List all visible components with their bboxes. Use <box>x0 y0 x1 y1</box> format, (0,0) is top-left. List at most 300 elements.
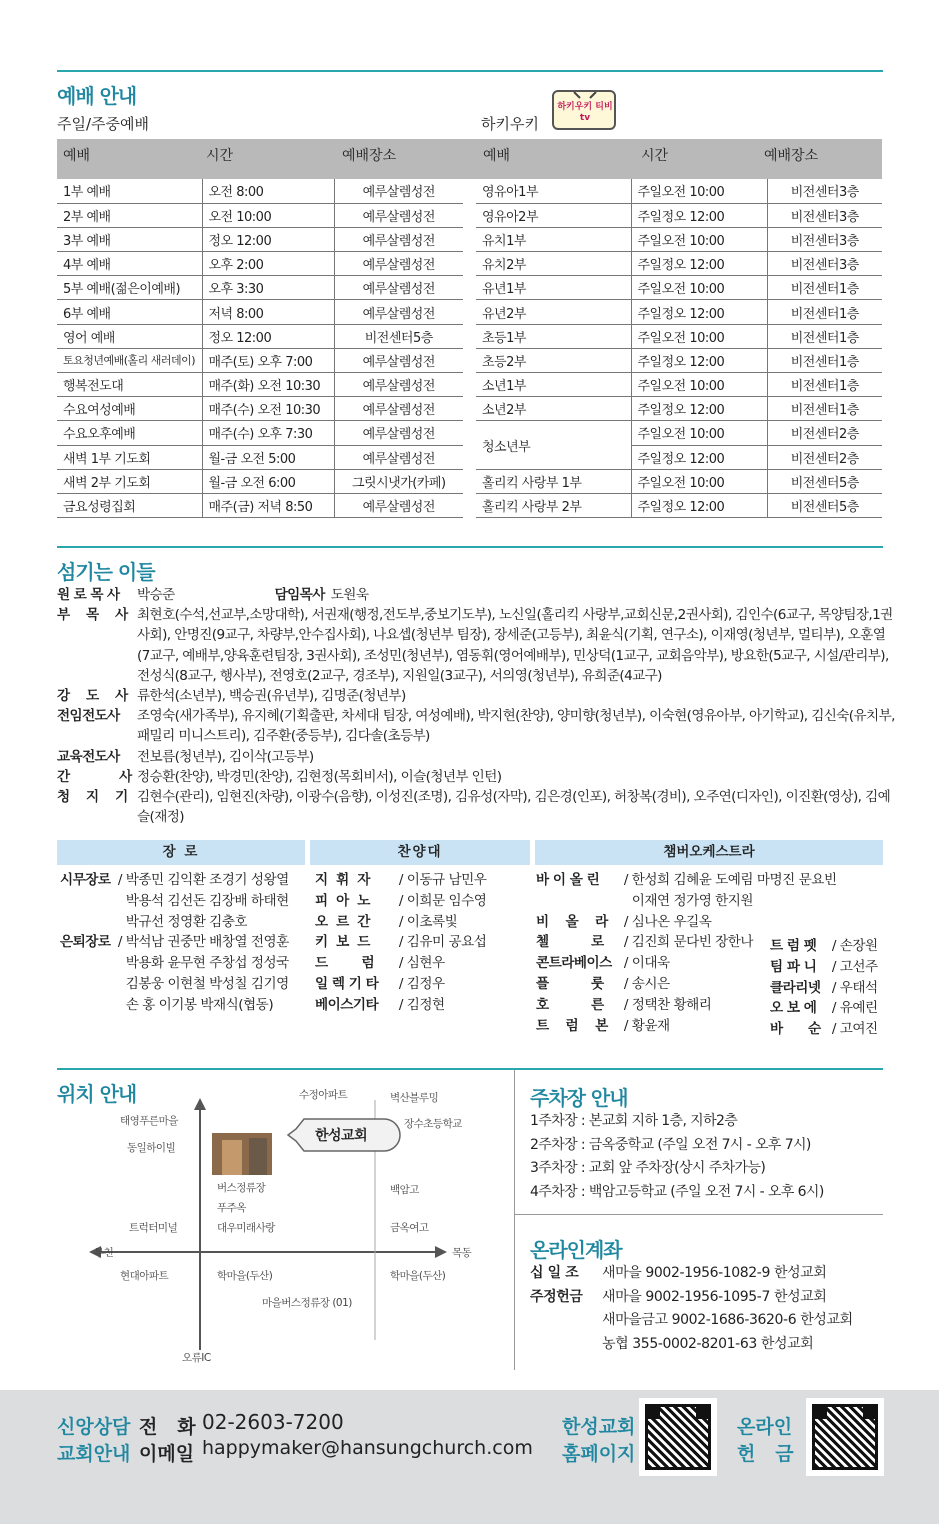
service-time: 주일오전 10:00 <box>631 227 767 251</box>
service-place: 비전센터2층 <box>767 445 882 469</box>
service-place: 비전센터3층 <box>767 227 882 251</box>
service-time: 매주(수) 오전 10:30 <box>202 397 334 421</box>
service-name: 1부 예배 <box>57 179 202 203</box>
worship-table-left <box>57 179 463 518</box>
brass-list <box>770 936 878 1040</box>
servants-divider <box>57 546 883 548</box>
consult-label-2: 교회안내 <box>57 1443 131 1465</box>
account-row <box>530 1286 853 1310</box>
service-time: 주일오전 10:00 <box>631 421 767 445</box>
service-time: 월-금 오전 6:00 <box>202 469 334 493</box>
phone-label: 전 화 <box>139 1416 196 1438</box>
member-names: 김정현 <box>406 996 445 1013</box>
service-place: 예루살렘성전 <box>334 252 463 276</box>
header-worship-left: 예배 <box>63 148 91 164</box>
worship-row <box>57 421 463 445</box>
service-place: 예루살렘성전 <box>334 276 463 300</box>
service-time: 주일정오 12:00 <box>631 348 767 372</box>
service-place: 예루살렘성전 <box>334 348 463 372</box>
service-time: 매주(토) 오후 7:00 <box>202 348 334 372</box>
senior-pastor-role: 담임목사 <box>274 587 325 603</box>
service-time: 주일정오 12:00 <box>631 300 767 324</box>
service-name: 6부 예배 <box>57 300 202 324</box>
member-names: 정택찬 황해리 <box>631 996 712 1013</box>
service-name: 초등2부 <box>476 348 631 372</box>
hyundai-label: 현대아파트 <box>120 1270 169 1282</box>
member-row <box>536 870 837 891</box>
worship-row <box>476 324 882 348</box>
worship-row <box>476 373 882 397</box>
minister-names-text: 정승환(찬양), 박경민(찬양), 김현정(목회비서), 이슬(청년부 인턴) <box>137 768 502 785</box>
member-row <box>315 891 486 912</box>
member-row <box>60 932 289 953</box>
worship-row <box>57 397 463 421</box>
member-names: 황윤재 <box>631 1017 670 1034</box>
email-label: 이메일 <box>139 1443 195 1465</box>
service-time: 주일오전 10:00 <box>631 373 767 397</box>
worship-row <box>57 445 463 469</box>
hakmaeul-left-label: 학마을(두산) <box>217 1270 273 1282</box>
service-name: 소년1부 <box>476 373 631 397</box>
member-names: 심나온 우길옥 <box>631 913 712 930</box>
service-place: 비전센터2층 <box>767 421 882 445</box>
worship-row <box>57 348 463 372</box>
service-time: 저녁 8:00 <box>202 300 334 324</box>
member-names: 이희문 임수영 <box>406 892 487 909</box>
service-name: 수요여성예배 <box>57 397 202 421</box>
slash: / <box>620 872 632 888</box>
member-role: 피 아 노 <box>315 892 370 909</box>
service-time: 주일오전 10:00 <box>631 276 767 300</box>
account-list <box>530 1262 853 1356</box>
service-place: 예루살렘성전 <box>334 203 463 227</box>
header-worship-right: 예배 <box>483 148 511 164</box>
member-names: 우태석 <box>839 979 878 996</box>
member-names: 박석남 권중만 배창열 전영훈 <box>125 934 289 951</box>
member-names: 고여진 <box>839 1021 878 1038</box>
pujuok-label: 푸주옥 <box>217 1202 246 1214</box>
service-name: 청소년부 <box>476 421 631 469</box>
member-role: 오 보 에 <box>770 1000 817 1017</box>
service-place: 비전센터1층 <box>767 373 882 397</box>
member-row <box>536 891 837 912</box>
service-time: 주일정오 12:00 <box>631 252 767 276</box>
member-names: 이재연 정가영 한지원 <box>631 892 754 909</box>
location-title: 위치 안내 <box>57 1082 137 1106</box>
email-address[interactable]: happymaker@hansungchurch.com <box>202 1437 533 1459</box>
slash: / <box>620 996 632 1013</box>
minister-names-text: 김현수(관리), 임현진(차량), 이광수(음향), 이성진(조명), 김유성(자막), 김은경(인포), 허창복(경비), 오주연(디자인), 이진환(영상), 김예슬(재정) <box>137 789 891 826</box>
dongil-label: 동일하이빌 <box>127 1142 176 1154</box>
minister-role: 부 목 사 <box>57 607 128 624</box>
minister-row <box>57 706 897 746</box>
service-time: 월-금 오전 5:00 <box>202 445 334 469</box>
minister-names <box>137 787 897 827</box>
account-row <box>530 1309 853 1333</box>
member-role: 지 휘 자 <box>315 872 370 888</box>
member-role: 비 올 라 <box>536 913 608 930</box>
worship-row <box>476 469 882 493</box>
service-name: 영유아2부 <box>476 203 631 227</box>
member-role: 클라리넷 <box>770 979 821 996</box>
member-role: 일 렉 기 타 <box>315 975 379 992</box>
worship-row <box>476 348 882 372</box>
worship-right-subtitle: 하키우키 <box>481 115 539 133</box>
service-time: 주일오전 10:00 <box>631 179 767 203</box>
parking-list <box>530 1110 824 1204</box>
worship-row <box>57 300 463 324</box>
offering-label-2: 헌 금 <box>737 1443 794 1465</box>
slash: / <box>395 955 407 972</box>
bus-stop-label: 버스정류장 <box>217 1182 266 1194</box>
member-names: 송시은 <box>631 975 670 992</box>
daewoo-label: 대우미래사랑 <box>217 1222 275 1234</box>
minister-names-text: 박승준 <box>137 587 175 603</box>
service-time: 오전 8:00 <box>202 179 334 203</box>
service-place: 비전센터3층 <box>767 252 882 276</box>
service-name: 행복전도대 <box>57 373 202 397</box>
member-role: 트 럼 본 <box>536 1017 608 1034</box>
member-role: 트 럼 펫 <box>770 938 817 954</box>
slash: / <box>828 1021 840 1038</box>
service-place: 비전센터1층 <box>767 397 882 421</box>
service-time: 주일정오 12:00 <box>631 445 767 469</box>
member-names: 김봉웅 이현철 박성칠 김기영 <box>125 975 289 992</box>
minister-names-text: 최현호(수석,선교부,소망대학), 서권재(행정,전도부,중보기도부), 노신일(홀리킥 사랑부,교회신문,2권사회), 김인수(6교구, 목양팀장,1권사회), 안명진(9교구, 차량부,안수집사회), 나요셉(청년부 팀장), 장세준(고등부), 최윤식(기획, 연구소), 이재영(청년부, 멀티부), 오훈열(7교구, 예배부,양육훈련팀장, 3권사회), 조성민(청년부), 염동휘(영어예배부), 민상덕(1교구, 교회음악부), 방요한(5교구, 시설/관리부), 전성식(8교구, 행사부), 전영호(2교구, 경조부), 지원일(3교구), 서의영(청년부), 유희준(4교구) <box>137 607 893 684</box>
service-place: 비전센터3층 <box>767 203 882 227</box>
member-row <box>315 932 486 953</box>
member-names: 박용화 윤무현 주창섭 정성국 <box>125 955 289 972</box>
member-names: 한성희 김혜윤 도예림 마명진 문요빈 <box>631 872 837 888</box>
minister-names <box>137 686 897 706</box>
service-place: 예루살렘성전 <box>334 373 463 397</box>
service-time: 매주(화) 오전 10:30 <box>202 373 334 397</box>
service-place: 예루살렘성전 <box>334 300 463 324</box>
parking-item: 1주차장 : 본교회 지하 1층, 지하2층 <box>530 1113 738 1129</box>
minister-row <box>57 605 897 686</box>
service-time: 주일정오 12:00 <box>631 493 767 517</box>
account-row <box>530 1333 853 1357</box>
slash: / <box>620 955 632 972</box>
parking-divider <box>515 1214 883 1215</box>
minister-names <box>137 706 897 746</box>
slash: / <box>114 934 126 951</box>
choir-bar: 찬양대 <box>310 840 530 865</box>
service-place: 예루살렘성전 <box>334 493 463 517</box>
worship-row <box>57 252 463 276</box>
account-number[interactable]: 농협 355-0002-8201-63 한성교회 <box>602 1335 814 1352</box>
minister-names <box>137 605 897 686</box>
member-role: 시무장로 <box>60 872 111 888</box>
offering-qr-code[interactable] <box>806 1398 884 1476</box>
senior-pastor-name: 도원욱 <box>330 587 369 603</box>
account-row <box>530 1262 853 1286</box>
account-number[interactable]: 새마을 9002-1956-1095-7 한성교회 <box>602 1288 827 1305</box>
service-name: 소년2부 <box>476 397 631 421</box>
mokdong-label: 목동 <box>452 1247 472 1259</box>
worship-row <box>57 276 463 300</box>
service-time: 오후 2:00 <box>202 252 334 276</box>
logo-text: 하키우키 티비 tv <box>557 102 613 123</box>
minister-role: 간 사 <box>57 768 132 785</box>
parking-title: 주차장 안내 <box>530 1086 628 1110</box>
minister-role: 청 지 기 <box>57 789 128 806</box>
parking-item: 3주차장 : 교회 앞 주차장(상시 주차가능) <box>530 1160 766 1176</box>
minister-names <box>137 767 897 787</box>
worship-title: 예배 안내 <box>57 84 137 108</box>
member-names: 유예린 <box>839 1000 878 1017</box>
bucheon-label: 부천 <box>94 1247 114 1259</box>
sujeong-apt-label: 수정아파트 <box>299 1089 348 1101</box>
elders-list <box>60 870 289 1016</box>
worship-row <box>476 421 882 445</box>
minister-row <box>57 767 897 787</box>
service-name: 유치1부 <box>476 227 631 251</box>
account-label: 십 일 조 <box>530 1265 579 1281</box>
service-place: 비전센터1층 <box>767 276 882 300</box>
service-place: 예루살렘성전 <box>334 227 463 251</box>
worship-row <box>57 227 463 251</box>
service-name: 영유아1부 <box>476 179 631 203</box>
member-names: 김유미 공요섭 <box>406 934 487 951</box>
service-place: 예루살렘성전 <box>334 445 463 469</box>
worship-row <box>476 179 882 203</box>
service-time: 정오 12:00 <box>202 324 334 348</box>
homepage-label-2: 홈페이지 <box>562 1443 636 1465</box>
minister-names <box>137 747 897 767</box>
parking-item: 4주차장 : 백암고등학교 (주일 오전 7시 - 오후 6시) <box>530 1183 824 1200</box>
minister-role: 원 로 목 사 <box>57 587 120 603</box>
worship-row <box>57 493 463 517</box>
minister-row <box>57 747 897 767</box>
orchestra-bar: 챔버오케스트라 <box>535 840 883 865</box>
village-bus-label: 마을버스정류장 (01) <box>262 1297 352 1309</box>
member-names: 손 홍 이기봉 박재식(협동) <box>125 996 274 1013</box>
online-account-title: 온라인계좌 <box>530 1238 622 1262</box>
service-place: 비전센터1층 <box>767 300 882 324</box>
member-row <box>315 953 486 974</box>
service-name: 수요오후예배 <box>57 421 202 445</box>
worship-table-header <box>57 139 882 179</box>
service-place: 비전센터5층 <box>767 493 882 517</box>
service-name: 새벽 2부 기도회 <box>57 469 202 493</box>
slash: / <box>395 975 407 992</box>
offering-label-1: 온라인 <box>737 1416 793 1438</box>
footer <box>0 1390 939 1524</box>
slash: / <box>828 958 840 975</box>
member-role: 베이스기타 <box>315 996 379 1013</box>
member-role: 바 순 <box>770 1021 821 1038</box>
service-name: 5부 예배(젊은이예배) <box>57 276 202 300</box>
minister-names <box>137 585 897 605</box>
service-time: 주일오전 10:00 <box>631 324 767 348</box>
service-place: 비전센터5층 <box>767 469 882 493</box>
service-time: 오후 3:30 <box>202 276 334 300</box>
service-time: 매주(금) 저녁 8:50 <box>202 493 334 517</box>
header-place-right: 예배장소 <box>764 148 819 164</box>
minister-names-text: 조영숙(새가족부), 유지혜(기획출판, 차세대 팀장, 여성예배), 박지현(찬양), 양미향(청년부), 이숙현(영유아부, 아기학교), 김신숙(유치부, 패밀리 미니스트리), 김주환(중등부), 김다솔(초등부) <box>137 708 895 745</box>
minister-row <box>57 787 897 827</box>
account-number[interactable]: 새마을금고 9002-1686-3620-6 한성교회 <box>602 1312 853 1328</box>
phone-number[interactable]: 02-2603-7200 <box>202 1410 344 1434</box>
minister-row <box>57 585 897 605</box>
account-number[interactable]: 새마을 9002-1956-1082-9 한성교회 <box>602 1265 827 1281</box>
service-name: 2부 예배 <box>57 203 202 227</box>
oryu-ic-label: 오류IC <box>182 1352 211 1364</box>
service-name: 홀리킥 사랑부 1부 <box>476 469 631 493</box>
homepage-label-1: 한성교회 <box>562 1416 636 1438</box>
minister-role: 전임전도사 <box>57 708 120 725</box>
worship-row <box>476 300 882 324</box>
worship-row <box>476 276 882 300</box>
worship-row <box>57 324 463 348</box>
member-names: 박종민 김익환 조경기 성왕열 <box>125 872 289 888</box>
taeyoung-label: 태영푸른마을 <box>120 1115 178 1127</box>
member-role: 키 보 드 <box>315 934 370 951</box>
geumok-label: 금옥여고 <box>390 1222 429 1234</box>
minister-role: 강 도 사 <box>57 688 128 705</box>
service-name: 4부 예배 <box>57 252 202 276</box>
member-row <box>315 974 486 995</box>
member-names: 고선주 <box>839 958 878 975</box>
service-name: 3부 예배 <box>57 227 202 251</box>
minister-role: 교육전도사 <box>57 748 120 765</box>
member-row <box>770 998 878 1019</box>
slash: / <box>395 996 407 1013</box>
minister-row <box>57 686 897 706</box>
service-name: 홀리킥 사랑부 2부 <box>476 493 631 517</box>
minister-names-text: 전보름(청년부), 김이삭(고등부) <box>137 748 314 765</box>
member-row <box>770 957 878 978</box>
worship-row <box>476 252 882 276</box>
service-time: 매주(수) 오후 7:30 <box>202 421 334 445</box>
header-time-left: 시간 <box>206 148 234 164</box>
member-row <box>770 978 878 999</box>
member-names: 김진희 문다빈 장한나 <box>631 934 754 951</box>
service-time: 주일오전 10:00 <box>631 469 767 493</box>
service-time: 정오 12:00 <box>202 227 334 251</box>
member-row <box>60 891 289 912</box>
member-role: 바 이 올 린 <box>536 872 600 888</box>
member-names: 심현우 <box>406 955 445 972</box>
member-row <box>536 912 837 933</box>
service-place: 예루살렘성전 <box>334 179 463 203</box>
member-names: 박용석 김선돈 김장배 하태현 <box>125 892 289 909</box>
location-map <box>57 1070 487 1370</box>
header-place-left: 예배장소 <box>342 148 397 164</box>
member-row <box>770 1019 878 1040</box>
jangsu-label: 장수초등학교 <box>404 1118 462 1130</box>
slash: / <box>620 913 632 930</box>
account-label: 주정헌금 <box>530 1288 583 1305</box>
member-role: 호 른 <box>536 996 604 1013</box>
worship-row <box>476 203 882 227</box>
service-name: 영어 예배 <box>57 324 202 348</box>
worship-row <box>476 493 882 517</box>
parking-item: 2주차장 : 금옥중학교 (주일 오전 7시 - 오후 7시) <box>530 1136 811 1153</box>
slash: / <box>620 975 632 992</box>
slash: / <box>620 1017 632 1034</box>
ministers-list <box>57 585 897 827</box>
member-row <box>770 936 878 957</box>
member-row <box>315 995 486 1016</box>
homepage-qr-code[interactable] <box>639 1398 717 1476</box>
slash: / <box>395 913 407 930</box>
worship-row <box>57 469 463 493</box>
slash: / <box>620 934 632 951</box>
consult-label-1: 신앙상담 <box>57 1416 131 1438</box>
service-place: 비전센터5층 <box>334 324 463 348</box>
servants-title: 섬기는 이들 <box>57 560 155 584</box>
worship-row <box>57 373 463 397</box>
service-time: 오전 10:00 <box>202 203 334 227</box>
member-row <box>60 870 289 891</box>
member-names: 이대욱 <box>631 955 670 972</box>
worship-row <box>57 203 463 227</box>
member-names: 이초록빛 <box>406 913 458 930</box>
member-row <box>60 974 289 995</box>
slash: / <box>828 1000 840 1017</box>
slash: / <box>828 938 840 954</box>
top-divider <box>57 70 883 72</box>
service-place: 비전센터3층 <box>767 179 882 203</box>
header-time-right: 시간 <box>641 148 669 164</box>
elders-bar: 장 로 <box>57 840 305 865</box>
service-name: 금요성령집회 <box>57 493 202 517</box>
member-names: 이동규 남민우 <box>406 872 487 888</box>
member-role: 팀 파 니 <box>770 958 817 975</box>
service-place: 예루살렘성전 <box>334 397 463 421</box>
baekam-label: 백암고 <box>390 1184 419 1196</box>
member-role: 은퇴장로 <box>60 934 111 951</box>
member-role: 플 룻 <box>536 975 604 992</box>
worship-left-subtitle: 주일/주중예배 <box>57 115 149 133</box>
service-name: 유년1부 <box>476 276 631 300</box>
member-role: 콘트라베이스 <box>536 955 612 972</box>
service-place: 그릿시냇가(카페) <box>334 469 463 493</box>
slash: / <box>114 872 126 888</box>
member-row <box>60 912 289 933</box>
truck-label: 트럭터미널 <box>129 1222 178 1234</box>
service-name: 유년2부 <box>476 300 631 324</box>
member-role: 오 르 간 <box>315 913 370 930</box>
hakiuki-tv-logo <box>552 90 616 130</box>
worship-row <box>476 397 882 421</box>
worship-table-right <box>476 179 882 518</box>
member-names: 박규선 정영환 김충호 <box>125 913 248 930</box>
minister-names-text: 류한석(소년부), 백승권(유년부), 김명준(청년부) <box>137 688 406 705</box>
member-names: 김정우 <box>406 975 445 992</box>
service-place: 비전센터1층 <box>767 324 882 348</box>
church-label: 한성교회 <box>315 1128 368 1144</box>
member-row <box>60 953 289 974</box>
slash: / <box>395 872 407 888</box>
service-name: 새벽 1부 기도회 <box>57 445 202 469</box>
member-row <box>60 995 289 1016</box>
slash: / <box>395 892 407 909</box>
slash: / <box>395 934 407 951</box>
service-place: 예루살렘성전 <box>334 421 463 445</box>
member-names: 손장원 <box>839 938 878 954</box>
worship-row <box>57 179 463 203</box>
member-row <box>315 870 486 891</box>
member-role: 드 럼 <box>315 955 375 972</box>
service-name: 토요청년예배(홀리 새러데이) <box>57 348 202 372</box>
hakmaeul-right-label: 학마을(두산) <box>390 1270 446 1282</box>
baeksan-label: 벽산블루밍 <box>390 1092 439 1104</box>
member-row <box>315 912 486 933</box>
service-name: 유치2부 <box>476 252 631 276</box>
